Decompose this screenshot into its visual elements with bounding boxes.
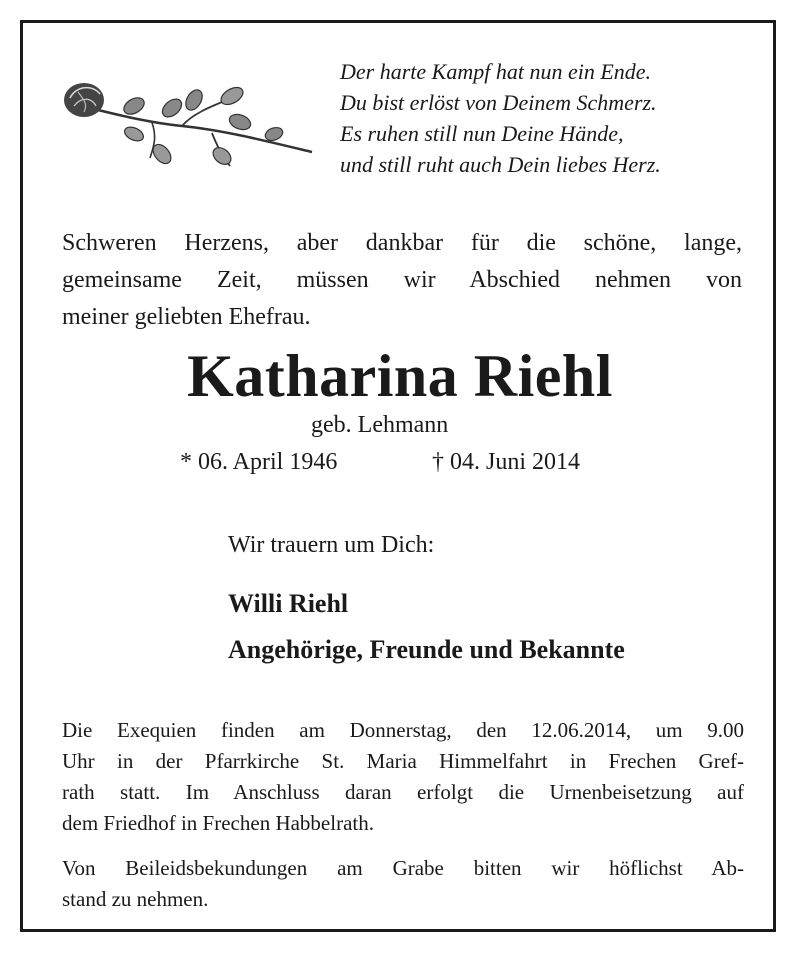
funeral-line: Uhr in der Pfarrkirche St. Maria Himmelfahrt in Frechen Gref- [62,749,744,773]
signer-name: Willi Riehl [228,589,349,618]
funeral-line: rath statt. Im Anschluss daran erfolgt die Urnenbeisetzung auf [62,780,744,804]
intro-line: meiner geliebten Ehefrau. [62,304,311,330]
poem-line: Es ruhen still nun Deine Hände, [340,121,624,146]
birth-date: * 06. April 1946 [180,449,338,475]
condolence-line: stand zu nehmen. [62,887,209,911]
rose-icon [62,78,322,173]
deceased-name: Katharina Riehl [187,343,613,409]
poem-line: Der harte Kampf hat nun ein Ende. [340,59,652,84]
funeral-info [62,715,744,839]
intro-line: gemeinsame Zeit, müssen wir Abschied nehmen von [62,267,742,293]
poem-line: Du bist erlöst von Deinem Schmerz. [340,90,657,115]
signer-name: Angehörige, Freunde und Bekannte [228,635,625,664]
intro-text [62,225,742,336]
mourning-line: Wir trauern um Dich: [228,532,435,558]
death-date: † 04. Juni 2014 [432,449,581,475]
condolence-note [62,853,744,915]
poem [340,56,760,180]
intro-line: Schweren Herzens, aber dankbar für die schöne, lange, [62,230,742,256]
funeral-line: dem Friedhof in Frechen Habbelrath. [62,811,374,835]
poem-line: und still ruht auch Dein liebes Herz. [340,152,661,177]
funeral-line: Die Exequien finden am Donnerstag, den 12.06.2014, um 9.00 [62,718,744,742]
condolence-line: Von Beileidsbekundungen am Grabe bitten wir höflichst Ab- [62,856,744,880]
birth-name: geb. Lehmann [311,412,449,438]
